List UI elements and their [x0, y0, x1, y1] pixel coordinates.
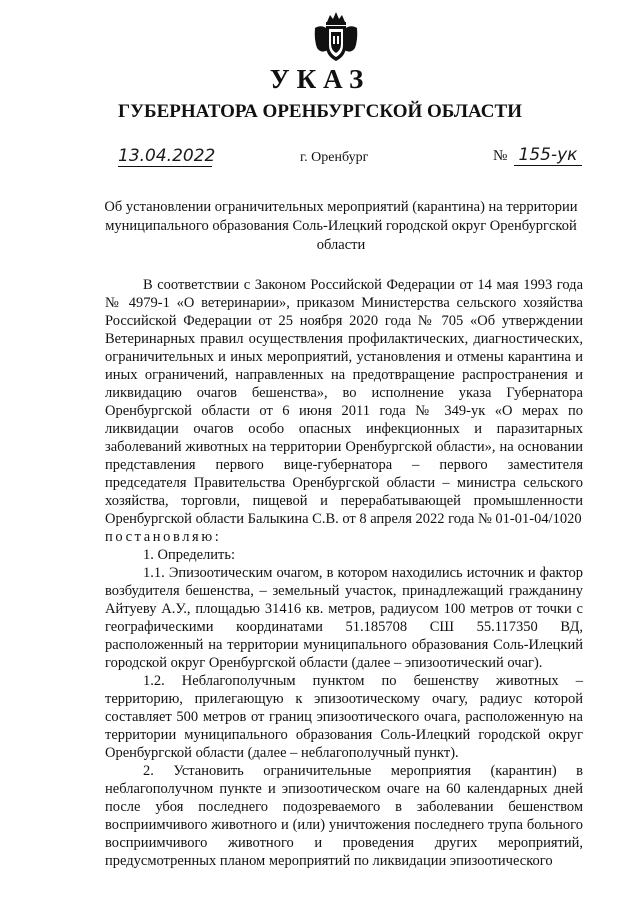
paragraph-item-1-2: 1.2. Неблагополучным пунктом по бешенству животных – территорию, прилегающую к эпизоотическому очагу, радиус которой составляет 500 метров от границ эпизоотического очага, расположенную на территории муниципального образования Соль-Илецкий городской округ Оренбургской области (далее – неблагополучный пункт).: [105, 673, 583, 761]
paragraph-resolve: постановляю:: [105, 529, 222, 545]
document-date: 13.04.2022: [118, 146, 216, 166]
paragraph-item-2: 2. Установить ограничительные мероприятия (карантин) в неблагополучном пункте и эпизоотическом очаге на 60 календарных дней после убоя последнего подозреваемого в заболевании бешенством восприимчивого животного и (или) уничтожения последнего трупа больного восприимчивого животного и проведения других мероприятий, предусмотренных планом мероприятий по ликвидации эпизоотического: [105, 763, 583, 869]
paragraph-item-1-1: 1.1. Эпизоотическим очагом, в котором находились источник и фактор возбудителя бешенства, – земельный участок, принадлежащий гражданину Айтуеву А.У., площадью 31416 кв. метров, радиусом 100 метров от точки с географическими координатами 51.185708 СШ 55.117350 ВД, расположенный на территории муниципального образования Соль-Илецкий городской округ Оренбургской области (далее – эпизоотический очаг).: [105, 565, 583, 671]
document-number: 155-ук: [514, 145, 582, 166]
document-subtitle: ГУБЕРНАТОРА ОРЕНБУРГСКОЙ ОБЛАСТИ: [118, 101, 522, 122]
document-city: г. Оренбург: [300, 150, 369, 165]
paragraph-item-1: 1. Определить:: [143, 547, 236, 563]
coat-of-arms-icon: [311, 10, 361, 64]
paragraph-preamble: В соответствии с Законом Российской Федерации от 14 мая 1993 года № 4979-1 «О ветеринарии», приказом Министерства сельского хозяйства Российской Федерации от 25 ноября 2020 года № 705 «Об утверждении Ветеринарных правил осуществления профилактических, диагностических, ограничительных и иных мероприятий, установления и отмены карантина и иных ограничений, направленных на предотвращение распространения и ликвидацию очагов бешенства», во исполнение указа Губернатора Оренбургской области от 6 июня 2011 года № 349-ук «О мерах по ликвидации очагов особо опасных инфекционных и паразитарных заболеваний животных на территории Оренбургской области», на основании представления первого вице-губернатора – первого заместителя председателя Правительства Оренбургской области – министра сельского хозяйства, торговли, пищевой и перерабатывающей промышленности Оренбургской области Балыкина С.В. от 8 апреля 2022 года № 01-01-04/1020: [105, 277, 583, 527]
document-heading: Об установлении ограничительных мероприятий (карантина) на территории муниципального образования Соль-Илецкий городской округ Оренбургской области: [104, 199, 578, 253]
document-body: [105, 276, 583, 870]
document-title: УКАЗ: [269, 64, 371, 94]
document-number-label: №: [493, 148, 508, 164]
